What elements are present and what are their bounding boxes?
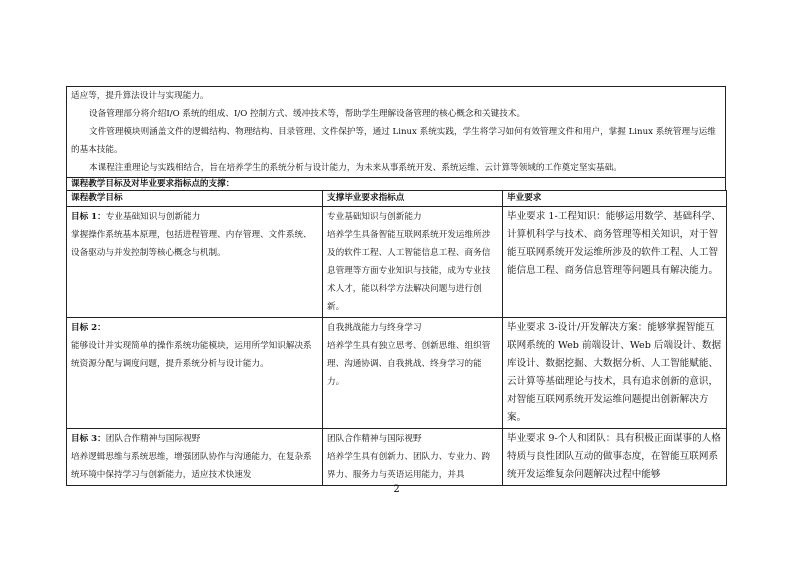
goal-label: 目标 3： — [71, 434, 106, 444]
requirement-cell: 毕业要求 9-个人和团队：具有积极正面谋事的人格特质与良性团队互动的做事态度，在智能互联网系统开发运维复杂问题解决过程中能够 — [503, 429, 727, 486]
intro-block — [66, 86, 726, 177]
goal-label: 目标 2： — [71, 323, 106, 333]
goal-cell — [67, 207, 323, 318]
requirement-cell: 毕业要求 1-工程知识：能够运用数学、基础科学、计算机科学与技术、商务管理等相关知识，对于智能互联网系统开发运维所涉及的软件工程、人工智能信息工程、商务信息管理等问题具有解决能力。 — [503, 207, 727, 318]
goal-text: 培养逻辑思维与系统思维，增强团队协作与沟通能力，在复杂系统环境中保持学习与创新能力，适应技术快速发 — [71, 452, 312, 480]
goal-text: 能够设计并实现简单的操作系统功能模块，运用所学知识解决系统资源分配与调度问题，提升系统分析与设计能力。 — [71, 341, 312, 369]
section-title: 课程教学目标及对毕业要求指标点的支撑： — [66, 177, 726, 190]
header-requirement: 毕业要求 — [503, 191, 727, 207]
intro-file-paragraph: 文件管理模块则涵盖文件的逻辑结构、物理结构、目录管理、文件保护等，通过 Linux 系统实践，学生将学习如何有效管理文件和用户，掌握 Linux 系统管理与运维的基本技能。 — [71, 127, 716, 155]
goal-cell — [67, 318, 323, 429]
table-row — [67, 207, 727, 318]
document-page — [66, 86, 726, 486]
indicator-cell: 专业基础知识与创新能力 培养学生具备智能互联网系统开发运维所涉及的软件工程、人工智能信息工程、商务信息管理等方面专业知识与技能，成为专业技术人才，能以科学方法解决问题与进行创新。 — [323, 207, 503, 318]
page-number: 2 — [393, 484, 400, 495]
intro-device-paragraph: 设备管理部分将介绍I/O 系统的组成、I/O 控制方式、缓冲技术等，帮助学生理解设备管理的核心概念和关键技术。 — [89, 109, 526, 119]
goal-title: 团队合作精神与国际视野 — [105, 434, 201, 444]
intro-line: 适应等，提升算法设计与实现能力。 — [71, 91, 209, 101]
table-row — [67, 318, 727, 429]
indicator-cell: 自我挑战能力与终身学习 培养学生具有独立思考、创新思维、组织管理、沟通协调、自我挑战、终身学习的能力。 — [323, 318, 503, 429]
table-row — [67, 429, 727, 486]
requirement-cell: 毕业要求 3-设计/开发解决方案：能够掌握智能互联网系统的 Web 前端设计、Web 后端设计、数据库设计、数据挖掘、大数据分析、人工智能赋能、云计算等基础理论与技术，具有追求创新的意识，对智能互联网系统开发运维问题提出创新解决方案。 — [503, 318, 727, 429]
goal-text: 掌握操作系统基本原理，包括进程管理、内存管理、文件系统、设备驱动与并发控制等核心概念与机制。 — [71, 230, 312, 258]
header-course-goal: 课程教学目标 — [67, 191, 323, 207]
objectives-table — [66, 190, 727, 486]
indicator-cell: 团队合作精神与国际视野 培养学生具有创新力、团队力、专业力、跨界力、服务力与英语运用能力，并具 — [323, 429, 503, 486]
goal-title: 专业基础知识与创新能力 — [105, 212, 201, 222]
header-indicator: 支撑毕业要求指标点 — [323, 191, 503, 207]
goal-label: 目标 1： — [71, 212, 106, 222]
goal-cell — [67, 429, 323, 486]
intro-summary-paragraph: 本课程注重理论与实践相结合，旨在培养学生的系统分析与设计能力，为未来从事系统开发、系统运维、云计算等领域的工作奠定坚实基础。 — [89, 163, 622, 173]
